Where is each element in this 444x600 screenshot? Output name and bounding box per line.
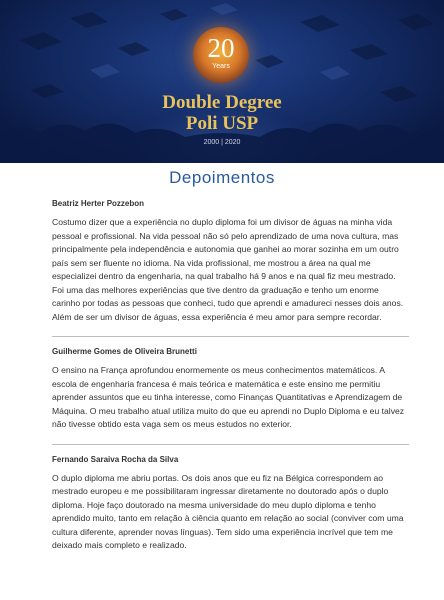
- testimonial-fernando: [52, 455, 409, 553]
- testimonial-guilherme: [52, 347, 409, 432]
- divider: [52, 336, 409, 337]
- badge-label: Years: [212, 63, 230, 70]
- hero-title-line2: Poli USP: [185, 113, 259, 134]
- testimonial-text: O ensino na França aprofundou enormemente os meus conhecimentos matemáticos. A escola de engenharia francesa é mais teórica e matemática e este ensino me permitiu aprender assuntos que eu tinha interesse, como Finanças Quantitativas e Aprendizagem de Máquina. O meu trabalho atual utiliza muito do que eu aprendi no Duplo Diploma e eu talvez não tivesse obtido esta vaga sem os meus estudos no exterior.: [52, 365, 405, 429]
- anniversary-badge: [193, 27, 249, 83]
- hero-title-line1: Double Degree: [162, 92, 282, 113]
- testimonial-text: O duplo diploma me abriu portas. Os dois anos que eu fiz na Bélgica correspondem ao mestrado europeu e me possibilitaram ingressar diretamente no doutorado após o duplo diploma. Hoje faço doutorado na mesma universidade do meu duplo diploma e tenho aprendido muito, tanto em relação à ciência quanto em relação ao social (conviver com uma cultura diferente, aprender novas línguas). Tem sido uma experiência incrível que tem me deixado mais completo e realizado.: [52, 472, 404, 550]
- testimonial-author: Guilherme Gomes de Oliveira Brunetti: [52, 347, 197, 356]
- divider: [52, 444, 409, 445]
- section-title: Depoimentos: [169, 168, 275, 187]
- badge-number: 20: [207, 33, 235, 63]
- hero-years: 2000 | 2020: [203, 139, 241, 146]
- testimonial-author: Beatriz Herter Pozzebon: [52, 199, 145, 208]
- testimonial-author: Fernando Saraiva Rocha da Silva: [52, 454, 179, 464]
- testimonial-beatriz: [52, 199, 409, 324]
- hero-banner: [0, 0, 444, 163]
- testimonials-list: [0, 199, 444, 553]
- testimonial-text: Costumo dizer que a experiência no duplo diploma foi um divisor de águas na minha vida pessoal e profissional. Na vida pessoal não só pelo aprendizado de uma nova cultura, mas principalmente pela independência e autonomia que ganhei ao morar sozinha em um outro país sem ser fluente no idioma. Na vida profissional, me mostrou a área na qual me especializei dentro da engenharia, na qual trabalho há 9 anos e na qual fiz meu mestrado. Foi uma das melhores experiências que tive dentro da graduação e tenho um enorme carinho por todas as pessoas que conheci, tudo que aprendi e amadureci nesses dois anos. Além de ser um divisor de águas, essa experiência é meu amor para sempre recordar.: [52, 217, 404, 322]
